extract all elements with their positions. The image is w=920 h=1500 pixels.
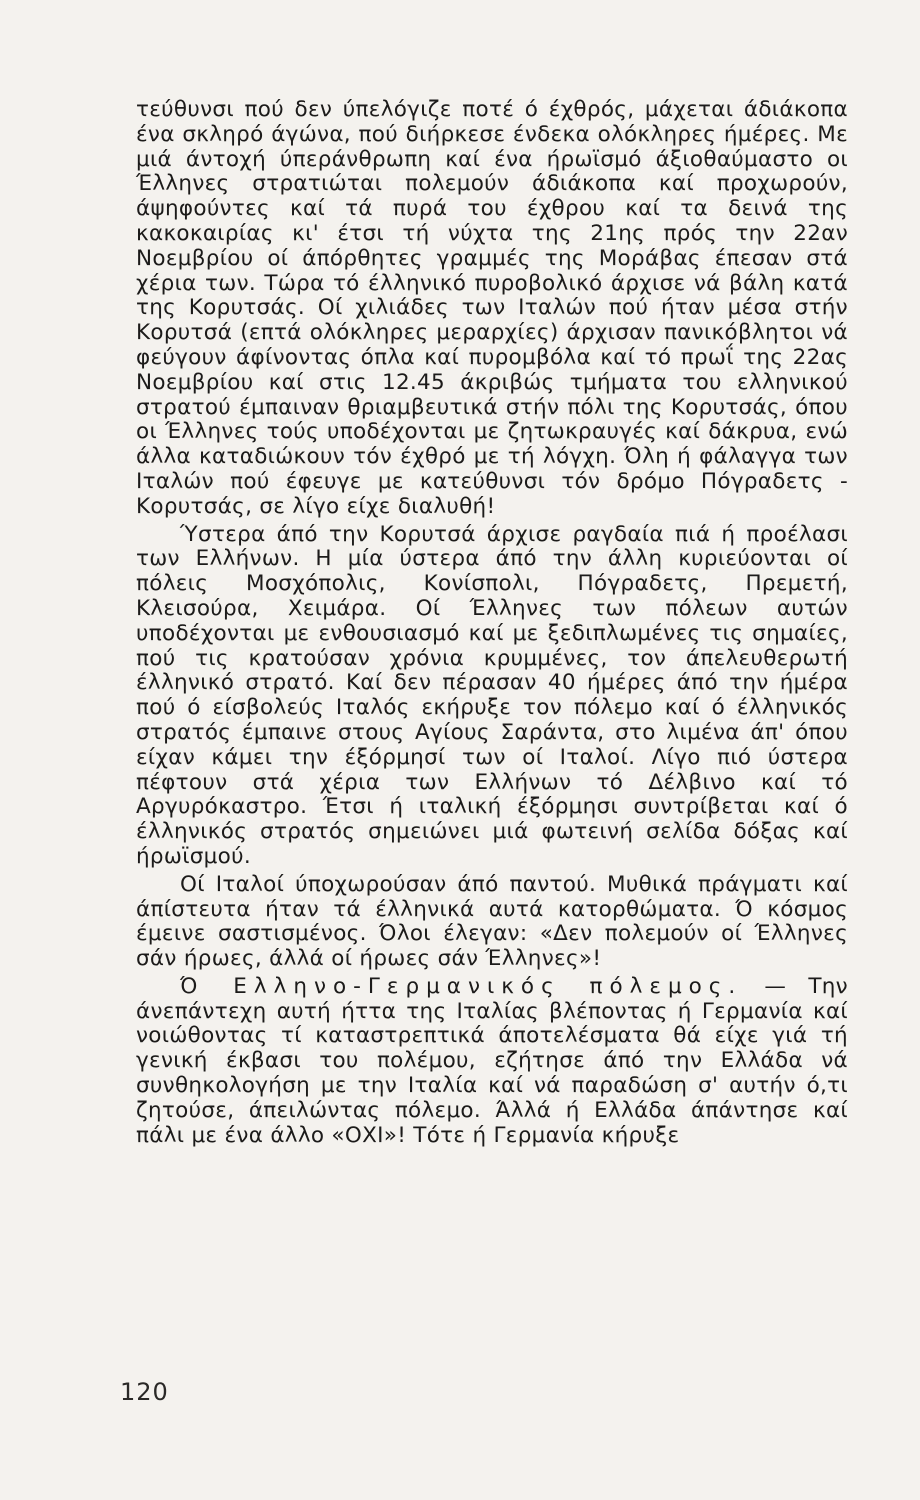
page-number: 120 [120,1378,169,1406]
paragraph-2 [136,523,848,870]
body-text [136,98,848,1148]
paragraph-4 [136,975,848,1149]
paragraph-4-text: — Την άνεπάντεχη αυτή ήττα της Ιταλίας βλέποντας ή Γερμανία καί νοιώθοντας τί καταστρεπτικά άποτελέσματα θά είχε γιά τή γενική έκβασι του πολέμου, εζήτησε άπό την Ελλάδα νά συνθηκολογήση με την Ιταλία καί νά παραδώση σ' αυτήν ό,τι ζητούσε, άπειλώντας πόλεμο. Άλλά ή Ελλάδα άπάντησε καί πάλι με ένα άλλο «ΟΧΙ»! Τότε ή Γερμανία κήρυξε [136,973,848,1148]
paragraph-3-text: Οί Ιταλοί ύποχωρούσαν άπό παντού. Μυθικά πράγματι καί άπίστευτα ήταν τά έλληνικά αυτά κατορθώματα. Ό κόσμος έμεινε σαστισμένος. Όλοι έλεγαν: «Δεν πολεμούν οί Έλληνες σάν ήρωες, άλλά οί ήρωες σάν Έλληνες»! [136,871,848,972]
paragraph-1-text: τεύθυνσι πού δεν ύπελόγιζε ποτέ ό έχθρός, μάχεται άδιάκοπα ένα σκληρό άγώνα, πού διήρκεσε ένδεκα ολόκληρες ήμέρες. Με μιά άντοχή ύπεράνθρωπη καί ένα ήρωϊσμό άξιοθαύμαστο οι Έλληνες στρατιώται πολεμούν άδιάκοπα καί προχωρούν, άψηφούντες καί τά πυρά του έχθρου καί τα δεινά της κακοκαιρίας κι' έτσι τή νύχτα της 21ης πρός την 22αν Νοεμβρίου οί άπόρθητες γραμμές της Μοράβας έπεσαν στά χέρια των. Τώρα τό έλληνικό πυροβολικό άρχισε νά βάλη κατά της Κορυτσάς. Οί χιλιάδες των Ιταλών πού ήταν μέσα στήν Κορυτσά (επτά ολόκληρες μεραρχίες) άρχισαν πανικόβλητοι νά φεύγουν άφίνοντας όπλα καί πυρομβόλα καί τό πρωΐ της 22ας Νοεμβρίου καί στις 12.45 άκριβώς τμήματα του ελληνικού στρατού έμπαιναν θριαμβευτικά στήν πόλι της Κορυτσάς, όπου οι Έλληνες τούς υποδέχονται με ζητωκραυγές καί δάκρυα, ενώ άλλα καταδιώκουν τόν έχθρό με τή λόγχη. Όλη ή φάλαγγα των Ιταλών πού έφευγε με κατεύθυνσι τόν δρόμο Πόγραδετς - Κορυτσάς, σε λίγο είχε διαλυθή! [136,97,848,519]
paragraph-3 [136,873,848,972]
paragraph-1 [136,98,848,520]
section-heading: Ό Ελληνο-Γερμανικός πόλεμος. [180,973,743,999]
paragraph-2-text: Ύστερα άπό την Κορυτσά άρχισε ραγδαία πιά ή προέλασι των Ελλήνων. Η μία ύστερα άπό την άλλη κυριεύονται οί πόλεις Μοσχόπολις, Κονίσπολι, Πόγραδετς, Πρεμετή, Κλεισούρα, Χειμάρα. Οί Έλληνες των πόλεων αυτών υποδέχονται με ενθουσιασμό καί με ξεδιπλωμένες τις σημαίες, πού τις κρατούσαν χρόνια κρυμμένες, τον άπελευθερωτή έλληνικό στρατό. Καί δεν πέρασαν 40 ήμέρες άπό την ήμέρα πού ό είσβολεύς Ιταλός εκήρυξε τον πόλεμο καί ό έλληνικός στρατός έμπαινε στους Αγίους Σαράντα, στο λιμένα άπ' όπου είχαν κάμει την έξόρμησί των οί Ιταλοί. Λίγο πιό ύστερα πέφτουν στά χέρια των Ελλήνων τό Δέλβινο καί τό Αργυρόκαστρο. Έτσι ή ιταλική έξόρμησι συντρίβεται καί ό έλληνικός στρατός σημειώνει μιά φωτεινή σελίδα δόξας καί ήρωϊσμού. [136,521,848,869]
